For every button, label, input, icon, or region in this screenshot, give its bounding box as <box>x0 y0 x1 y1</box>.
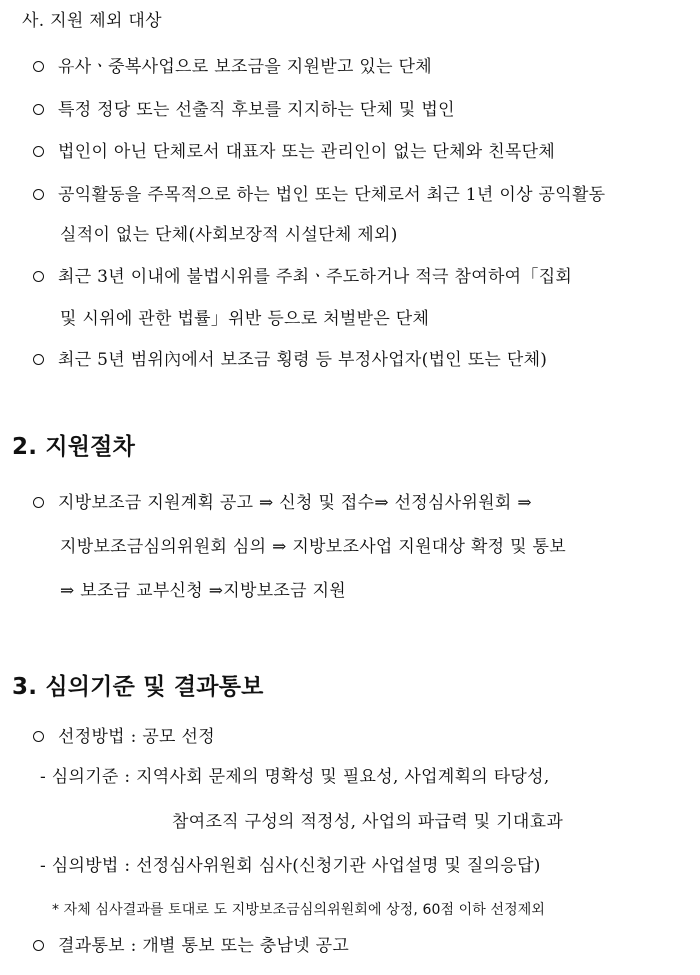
result-notice-text: 결과통보 : 개별 통보 또는 충남넷 공고 <box>58 936 350 956</box>
procedure-line-continuation: ⇒ 보조금 교부신청 ⇒지방보조금 지원 <box>60 581 347 601</box>
list-item <box>33 99 455 121</box>
circle-bullet-icon <box>33 271 44 282</box>
list-item-continuation: 및 시위에 관한 법률」위반 등으로 처벌받은 단체 <box>60 309 430 329</box>
review-criteria: - 심의기준 : 지역사회 문제의 명확성 및 필요성, 사업계획의 타당성, <box>40 767 550 787</box>
review-criteria-continuation: 참여조직 구성의 적정성, 사업의 파급력 및 기대효과 <box>172 812 564 832</box>
procedure-text: 지방보조금 지원계획 공고 ⇒ 신청 및 접수⇒ 선정심사위원회 ⇒ <box>58 493 532 513</box>
list-item-continuation: 실적이 없는 단체(사회보장적 시설단체 제외) <box>60 225 398 245</box>
list-item <box>33 184 605 206</box>
procedure-line <box>33 492 532 514</box>
footnote: * 자체 심사결과를 토대로 도 지방보조금심의위원회에 상정, 60점 이하 선정제외 <box>52 902 545 918</box>
list-item-text: 법인이 아닌 단체로서 대표자 또는 관리인이 없는 단체와 친목단체 <box>58 142 556 162</box>
list-item-text: 공익활동을 주목적으로 하는 법인 또는 단체로서 최근 1년 이상 공익활동 <box>58 185 606 205</box>
selection-method <box>33 726 215 748</box>
selection-method-text: 선정방법 : 공모 선정 <box>58 727 215 747</box>
list-item <box>33 141 555 163</box>
result-notice <box>33 935 349 957</box>
list-item-text: 최근 5년 범위內에서 보조금 횡령 등 부정사업자(법인 또는 단체) <box>58 350 548 370</box>
circle-bullet-icon <box>33 497 44 508</box>
review-method: - 심의방법 : 선정심사위원회 심사(신청기관 사업설명 및 질의응답) <box>40 856 541 876</box>
circle-bullet-icon <box>33 61 44 72</box>
section-heading: 2. 지원절차 <box>12 434 136 460</box>
circle-bullet-icon <box>33 940 44 951</box>
circle-bullet-icon <box>33 731 44 742</box>
procedure-line-continuation: 지방보조금심의위원회 심의 ⇒ 지방보조사업 지원대상 확정 및 통보 <box>60 537 566 557</box>
circle-bullet-icon <box>33 189 44 200</box>
list-item <box>33 56 432 78</box>
list-item-text: 최근 3년 이내에 불법시위를 주최ㆍ주도하거나 적극 참여하여「집회 <box>58 267 573 287</box>
list-item <box>33 266 572 288</box>
section-heading: 3. 심의기준 및 결과통보 <box>12 674 264 700</box>
circle-bullet-icon <box>33 146 44 157</box>
circle-bullet-icon <box>33 104 44 115</box>
circle-bullet-icon <box>33 354 44 365</box>
list-item-text: 유사ㆍ중복사업으로 보조금을 지원받고 있는 단체 <box>58 57 432 77</box>
list-item <box>33 349 547 371</box>
list-item-text: 특정 정당 또는 선출직 후보를 지지하는 단체 및 법인 <box>58 100 455 120</box>
section-title: 사. 지원 제외 대상 <box>22 11 162 31</box>
